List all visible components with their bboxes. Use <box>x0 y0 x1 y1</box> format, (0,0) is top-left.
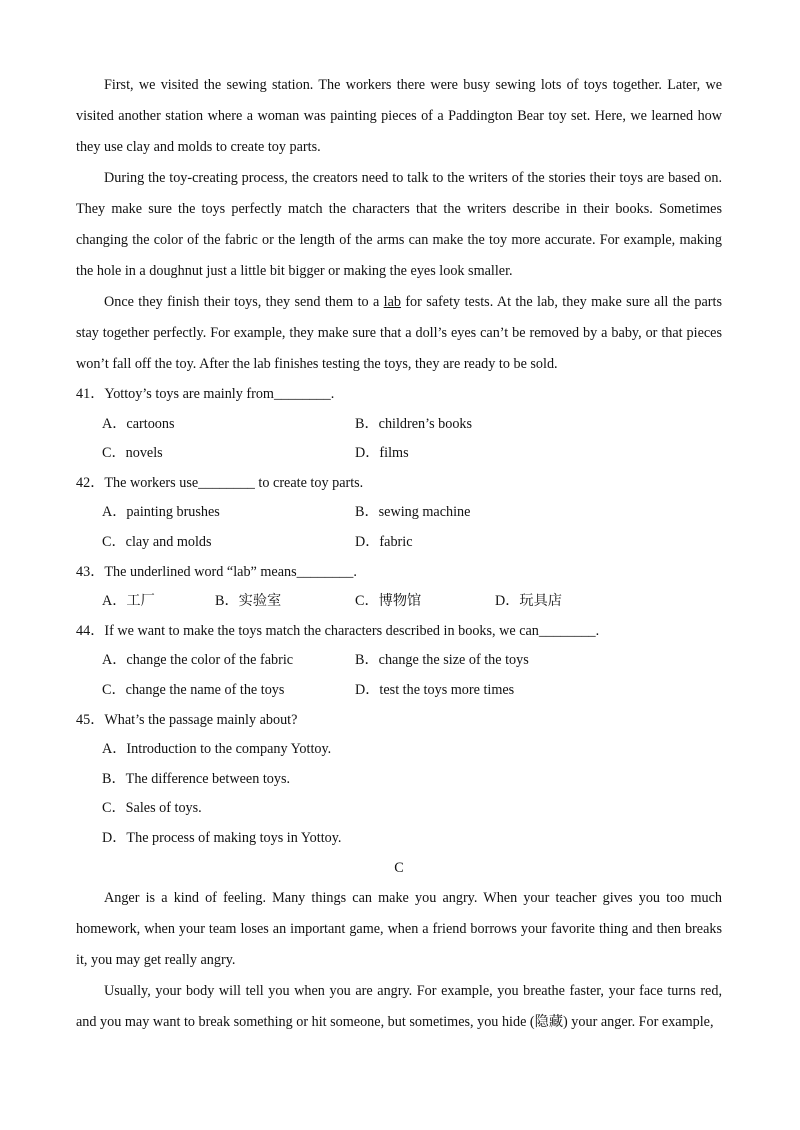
section-c-heading: C <box>394 859 404 876</box>
question-45-option-c: C．Sales of toys. <box>102 800 202 817</box>
question-44-stem: 44．If we want to make the toys match the characters described in books, we can________. <box>76 622 600 639</box>
paragraph-3-part-b: for safety tests. At the lab, they make sure all the parts stay together perfectly. For example, they make sure that a doll’s eyes can’t be removed by a baby, or that pieces won’t fall off the toy. After the lab finishes testing the toys, they are ready to be sold. <box>76 294 722 372</box>
question-43-stem: 43．The underlined word “lab” means________. <box>76 563 357 580</box>
question-41-options-row-1 <box>102 410 722 440</box>
paragraph-3-part-a: Once they finish their toys, they send them to a <box>104 294 384 310</box>
passage-paragraph-2: During the toy-creating process, the creators need to talk to the writers of the stories their toys are based on. They make sure the toys perfectly match the characters that the writers describe in their books. Sometimes changing the color of the fabric or the length of the arms can make the toy more accurate. For example, making the hole in a doughnut just a little bit bigger or making the eyes look smaller. <box>76 170 722 279</box>
question-41-option-b: B．children’s books <box>355 415 473 432</box>
question-43-option-a: A．工厂 <box>102 593 155 610</box>
question-41-option-d: D．films <box>355 445 409 462</box>
question-45-stem: 45．What’s the passage mainly about? <box>76 711 298 728</box>
question-43-option-c: C．博物馆 <box>355 593 422 610</box>
passage-paragraph-1: First, we visited the sewing station. The workers there were busy sewing lots of toys together. Later, we visited another station where a woman was painting pieces of a Paddington Bear toy set. Here, we learned how they use clay and molds to create toy parts. <box>76 77 722 155</box>
question-43-option-b: B．实验室 <box>215 593 282 610</box>
question-42-option-b: B．sewing machine <box>355 504 471 521</box>
question-44-option-d: D．test the toys more times <box>355 681 515 698</box>
question-45-option-d: D．The process of making toys in Yottoy. <box>102 829 342 846</box>
question-44-options-row-1 <box>102 646 722 676</box>
question-42-options-row-2 <box>102 528 722 558</box>
section-c-paragraph-2: Usually, your body will tell you when you are angry. For example, you breathe faster, your face turns red, and you may want to break something or hit someone, but sometimes, you hide (隐藏) your anger. For example, <box>76 983 722 1031</box>
question-43-options-row <box>102 587 722 617</box>
question-45-option-a: A．Introduction to the company Yottoy. <box>102 741 332 758</box>
question-42-option-d: D．fabric <box>355 533 413 550</box>
document-page <box>76 70 722 1038</box>
question-41-option-a: A．cartoons <box>102 415 175 432</box>
question-44-option-b: B．change the size of the toys <box>355 652 529 669</box>
question-43-option-d: D．玩具店 <box>495 593 562 610</box>
question-41-options-row-2 <box>102 439 722 469</box>
question-42-option-c: C．clay and molds <box>102 533 212 550</box>
question-45-option-b: B．The difference between toys. <box>102 770 291 787</box>
section-c-paragraph-1: Anger is a kind of feeling. Many things can make you angry. When your teacher gives you too much homework, when your team loses an important game, when a friend borrows your favorite thing and then breaks it, you may get really angry. <box>76 890 722 969</box>
passage-paragraph-3 <box>76 287 722 380</box>
question-41-option-c: C．novels <box>102 445 163 462</box>
question-42-stem: 42．The workers use________ to create toy parts. <box>76 474 364 491</box>
question-42-option-a: A．painting brushes <box>102 504 220 521</box>
question-42-options-row-1 <box>102 498 722 528</box>
underlined-word-lab: lab <box>383 294 401 310</box>
question-41-stem: 41．Yottoy’s toys are mainly from________. <box>76 386 335 402</box>
question-44-option-a: A．change the color of the fabric <box>102 652 294 669</box>
question-44-option-c: C．change the name of the toys <box>102 681 285 698</box>
question-44-options-row-2 <box>102 676 722 706</box>
